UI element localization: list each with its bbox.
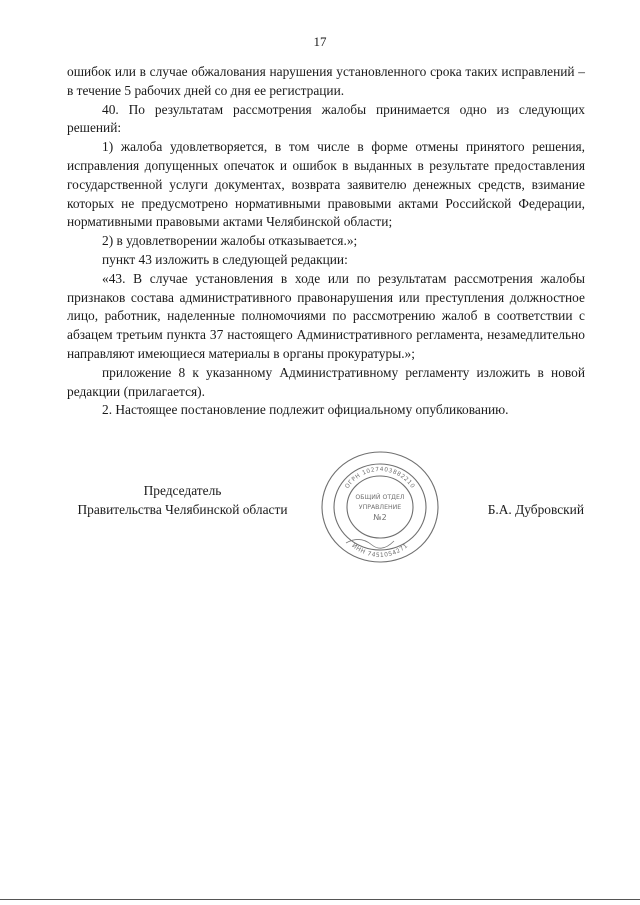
- seal-center-line-2: УПРАВЛЕНИЕ: [358, 504, 402, 511]
- paragraph-40: 40. По результатам рассмотрения жалобы принимается одно из следующих решений:: [67, 101, 585, 136]
- paragraph-continuation: ошибок или в случае обжалования нарушения установленного срока таких исправлений – в течение 5 рабочих дней со дня ее регистрации.: [67, 64, 585, 98]
- seal-bottom-ring-text: ИНН 7451054271: [350, 542, 410, 560]
- signature-title: [65, 481, 300, 519]
- paragraph-decision-2: 2) в удовлетворении жалобы отказывается.»;: [102, 233, 358, 249]
- bottom-rule: [0, 899, 640, 900]
- svg-text:ИНН 7451054271: [350, 542, 409, 559]
- paragraph-point-43-intro: пункт 43 изложить в следующей редакции:: [102, 251, 348, 267]
- seal-center-line-1: ОБЩИЙ ОТДЕЛ: [355, 494, 405, 501]
- paragraph-publication: 2. Настоящее постановление подлежит официальному опубликованию.: [102, 402, 509, 418]
- official-seal-stamp: [316, 447, 444, 565]
- paragraph-appendix-8: приложение 8 к указанному Административному регламенту изложить в новой редакции (прилагается).: [67, 364, 585, 399]
- signature-title-line1: Председатель: [143, 483, 222, 498]
- signature-name: Б.А. Дубровский: [487, 502, 584, 517]
- seal-outer-ring-text: [316, 447, 444, 449]
- seal-inner-ring-text: ОГРН 1027403882210: [344, 466, 416, 490]
- document-body: [67, 63, 585, 420]
- paragraph-decision-1: 1) жалоба удовлетворяется, в том числе в форме отмены принятого решения, исправления допущенных опечаток и ошибок в выданных в результате предоставления государственной услуги документах, возврата заявителю денежных средств, взимание которых не предусмотрено нормативными правовыми актами Российской Федерации, нормативными правовыми актами Челябинской области;: [67, 139, 585, 230]
- seal-center-line-3: №2: [373, 513, 387, 522]
- paragraph-43: «43. В случае установления в ходе или по результатам рассмотрения жалобы признаков состава административного правонарушения или преступления должностное лицо, работник, наделенные полномочиями по рассмотрению жалоб в соответствии с абзацем третьим пункта 37 настоящего Административного регламента, незамедлительно направляют имеющиеся материалы в органы прокуратуры.»;: [67, 270, 585, 361]
- page-number: 17: [313, 34, 327, 49]
- signature-title-line2: Правительства Челябинской области: [77, 502, 288, 517]
